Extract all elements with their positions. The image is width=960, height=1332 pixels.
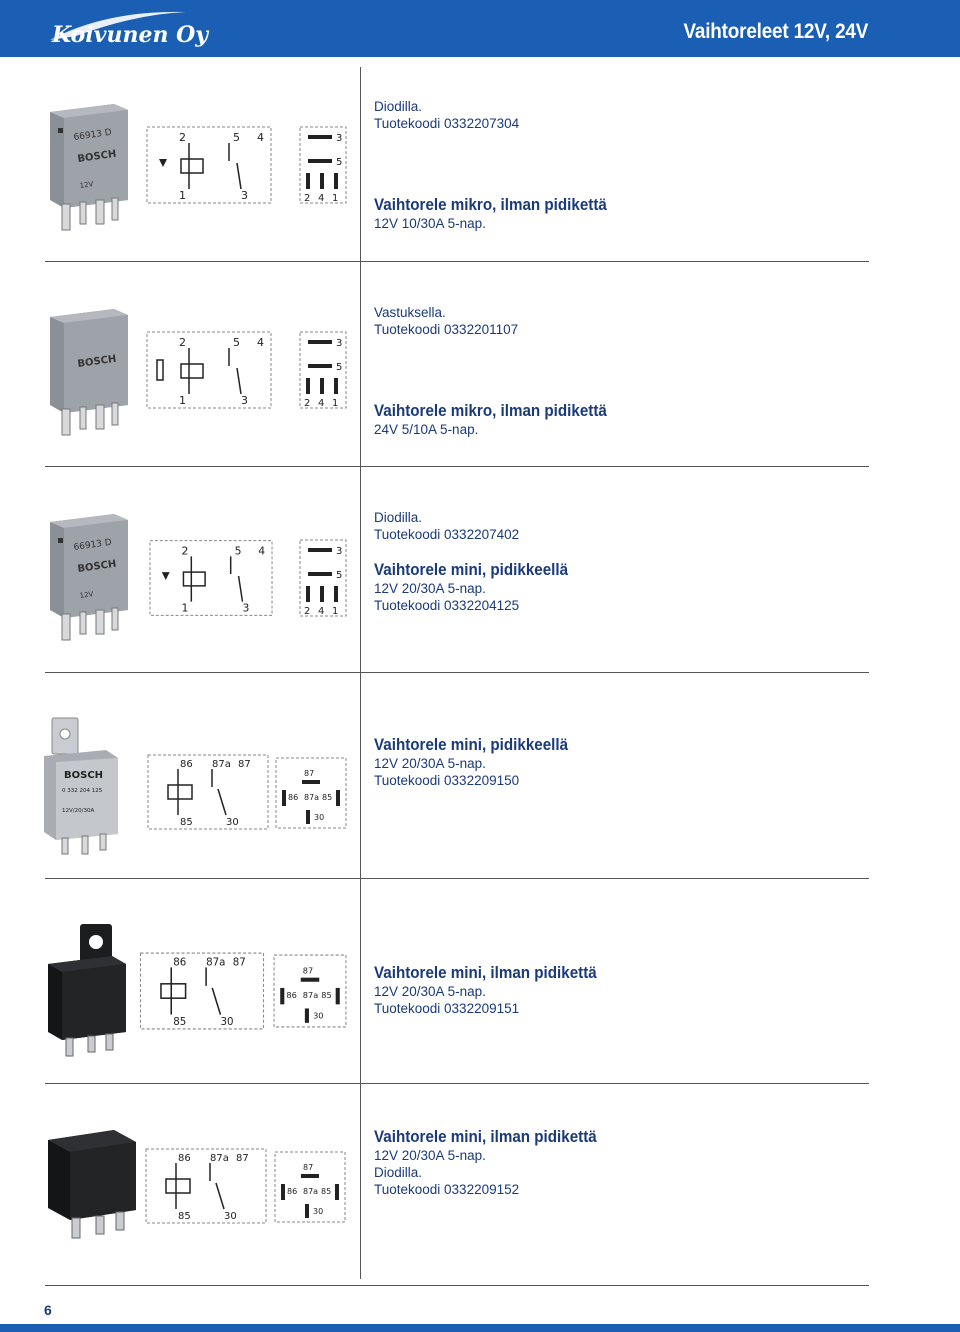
svg-text:85: 85: [178, 1211, 191, 1222]
svg-text:30: 30: [313, 1207, 324, 1216]
product-title: Vaihtorele mikro, ilman pidikettä: [374, 402, 607, 420]
svg-text:BOSCH: BOSCH: [64, 770, 104, 781]
page-header: [0, 0, 960, 57]
mini-wiring-diagram: [144, 1147, 268, 1225]
svg-text:1: 1: [179, 394, 186, 407]
mini-pin-layout: [272, 1150, 348, 1224]
svg-text:1: 1: [179, 189, 186, 202]
svg-text:87: 87: [304, 769, 315, 778]
page-number: 6: [44, 1302, 52, 1318]
svg-text:86: 86: [287, 1187, 298, 1196]
svg-text:BOSCH: BOSCH: [76, 148, 118, 165]
svg-text:2: 2: [181, 544, 189, 558]
mini-pin-layout: [272, 953, 348, 1029]
svg-text:Koivunen Oy: Koivunen Oy: [52, 22, 209, 48]
svg-text:30: 30: [226, 817, 239, 828]
product-title: Vaihtorele mini, ilman pidikettä: [374, 964, 597, 982]
page-footer-bar: [0, 1324, 960, 1332]
svg-text:4: 4: [257, 336, 264, 349]
svg-text:3: 3: [241, 394, 248, 407]
product-code: Tuotekoodi 0332209150: [374, 773, 520, 788]
svg-text:5: 5: [336, 570, 343, 581]
mini-wiring-diagram: [138, 951, 266, 1031]
svg-text:5: 5: [234, 544, 242, 558]
svg-text:3: 3: [242, 601, 250, 615]
svg-text:5: 5: [336, 362, 343, 373]
micro-pin-layout: [298, 538, 348, 618]
svg-text:85: 85: [322, 793, 333, 802]
row-divider: [45, 672, 869, 673]
svg-text:5: 5: [233, 131, 240, 144]
svg-text:4: 4: [257, 131, 264, 144]
svg-text:2: 2: [304, 398, 311, 409]
product-title: Vaihtorele mini, pidikkeellä: [374, 736, 569, 754]
relay-image: [40, 716, 122, 858]
product-title: Vaihtorele mini, ilman pidikettä: [374, 1128, 597, 1146]
relay-image: [44, 100, 132, 232]
svg-text:BOSCH: BOSCH: [76, 353, 118, 370]
product-title: Vaihtorele mikro, ilman pidikettä: [374, 196, 607, 214]
product-spec: 12V 10/30A 5-nap.: [374, 216, 486, 231]
svg-text:30: 30: [224, 1211, 237, 1222]
svg-text:87a: 87a: [302, 990, 319, 1001]
product-spec: 12V 20/30A 5-nap.: [374, 1148, 486, 1163]
svg-text:0 332 204 125: 0 332 204 125: [62, 788, 103, 794]
svg-text:BOSCH: BOSCH: [76, 558, 118, 575]
svg-text:86: 86: [180, 759, 193, 770]
svg-text:12V: 12V: [79, 590, 94, 600]
row-divider: [45, 466, 869, 467]
svg-text:87: 87: [303, 1163, 314, 1172]
svg-text:85: 85: [321, 990, 332, 1001]
row-divider: [45, 1285, 869, 1286]
product-spec: 12V 20/30A 5-nap.: [374, 756, 486, 771]
svg-text:30: 30: [220, 1015, 234, 1028]
svg-text:4: 4: [318, 193, 325, 204]
product-code: Tuotekoodi 0332209151: [374, 1001, 520, 1016]
product-code: Tuotekoodi 0332209152: [374, 1182, 520, 1197]
svg-text:86: 86: [286, 990, 297, 1001]
svg-text:85: 85: [173, 1015, 187, 1028]
svg-text:1: 1: [181, 601, 189, 615]
svg-text:86: 86: [288, 793, 299, 802]
row-divider: [45, 878, 869, 879]
relay-image: [44, 305, 132, 437]
svg-text:12V: 12V: [79, 180, 94, 190]
koivunen-logo: [46, 6, 226, 48]
row-divider: [45, 261, 869, 262]
svg-text:87a: 87a: [210, 1153, 229, 1164]
product-code: Tuotekoodi 0332207304: [374, 116, 520, 131]
svg-text:2: 2: [304, 193, 311, 204]
svg-text:4: 4: [318, 606, 325, 617]
product-spec: 24V 5/10A 5-nap.: [374, 422, 479, 437]
svg-text:3: 3: [336, 546, 343, 557]
svg-text:3: 3: [336, 133, 343, 144]
svg-text:87a: 87a: [212, 759, 231, 770]
svg-text:5: 5: [233, 336, 240, 349]
product-info: [374, 509, 585, 614]
svg-text:2: 2: [304, 606, 311, 617]
product-info: [374, 98, 627, 232]
svg-text:1: 1: [332, 398, 339, 409]
svg-text:87: 87: [236, 1153, 249, 1164]
product-info: [374, 304, 627, 438]
svg-text:87a: 87a: [304, 793, 320, 802]
mini-wiring-diagram: [146, 753, 270, 831]
micro-wiring-diagram: [145, 125, 273, 205]
product-code: Tuotekoodi 0332204125: [374, 598, 520, 613]
product-info: [374, 963, 616, 1017]
svg-text:85: 85: [321, 1187, 332, 1196]
svg-text:3: 3: [336, 338, 343, 349]
product-spec: 12V 20/30A 5-nap.: [374, 581, 486, 596]
column-divider: [360, 67, 361, 1279]
relay-image: [44, 1126, 140, 1244]
product-code: Tuotekoodi 0332207402: [374, 527, 520, 542]
row-divider: [45, 1083, 869, 1084]
product-note: Diodilla.: [374, 1165, 423, 1180]
product-code: Tuotekoodi 0332201107: [374, 322, 519, 337]
product-info: [374, 1127, 616, 1198]
svg-text:1: 1: [332, 606, 339, 617]
svg-text:4: 4: [258, 544, 266, 558]
product-spec: 12V 20/30A 5-nap.: [374, 984, 486, 999]
svg-text:3: 3: [241, 189, 248, 202]
svg-text:1: 1: [332, 193, 339, 204]
svg-text:12V/20/30A: 12V/20/30A: [62, 808, 95, 814]
micro-wiring-diagram: [145, 330, 273, 410]
relay-image: [44, 922, 128, 1062]
svg-text:87: 87: [238, 759, 251, 770]
svg-text:5: 5: [336, 157, 343, 168]
product-note: Diodilla.: [374, 99, 423, 114]
svg-text:4: 4: [318, 398, 325, 409]
svg-text:86: 86: [178, 1153, 191, 1164]
svg-text:30: 30: [314, 813, 325, 822]
micro-pin-layout: [298, 125, 348, 205]
svg-text:87a: 87a: [303, 1187, 319, 1196]
svg-text:2: 2: [179, 336, 186, 349]
svg-text:86: 86: [173, 956, 187, 969]
mini-pin-layout: [274, 756, 348, 830]
svg-text:2: 2: [179, 131, 186, 144]
svg-text:66913 D: 66913 D: [73, 537, 113, 553]
relay-image: [44, 510, 132, 642]
micro-wiring-diagram: [148, 538, 274, 618]
svg-text:87: 87: [232, 956, 246, 969]
product-info: [374, 735, 585, 789]
page-title: Vaihtoreleet 12V, 24V: [683, 20, 868, 43]
product-title: Vaihtorele mini, pidikkeellä: [374, 561, 569, 579]
svg-text:87: 87: [302, 965, 314, 976]
svg-text:66913 D: 66913 D: [73, 127, 113, 143]
micro-pin-layout: [298, 330, 348, 410]
product-note: Diodilla.: [374, 510, 423, 525]
product-note: Vastuksella.: [374, 305, 446, 320]
svg-text:85: 85: [180, 817, 193, 828]
svg-text:30: 30: [313, 1010, 324, 1021]
svg-text:87a: 87a: [206, 956, 226, 969]
